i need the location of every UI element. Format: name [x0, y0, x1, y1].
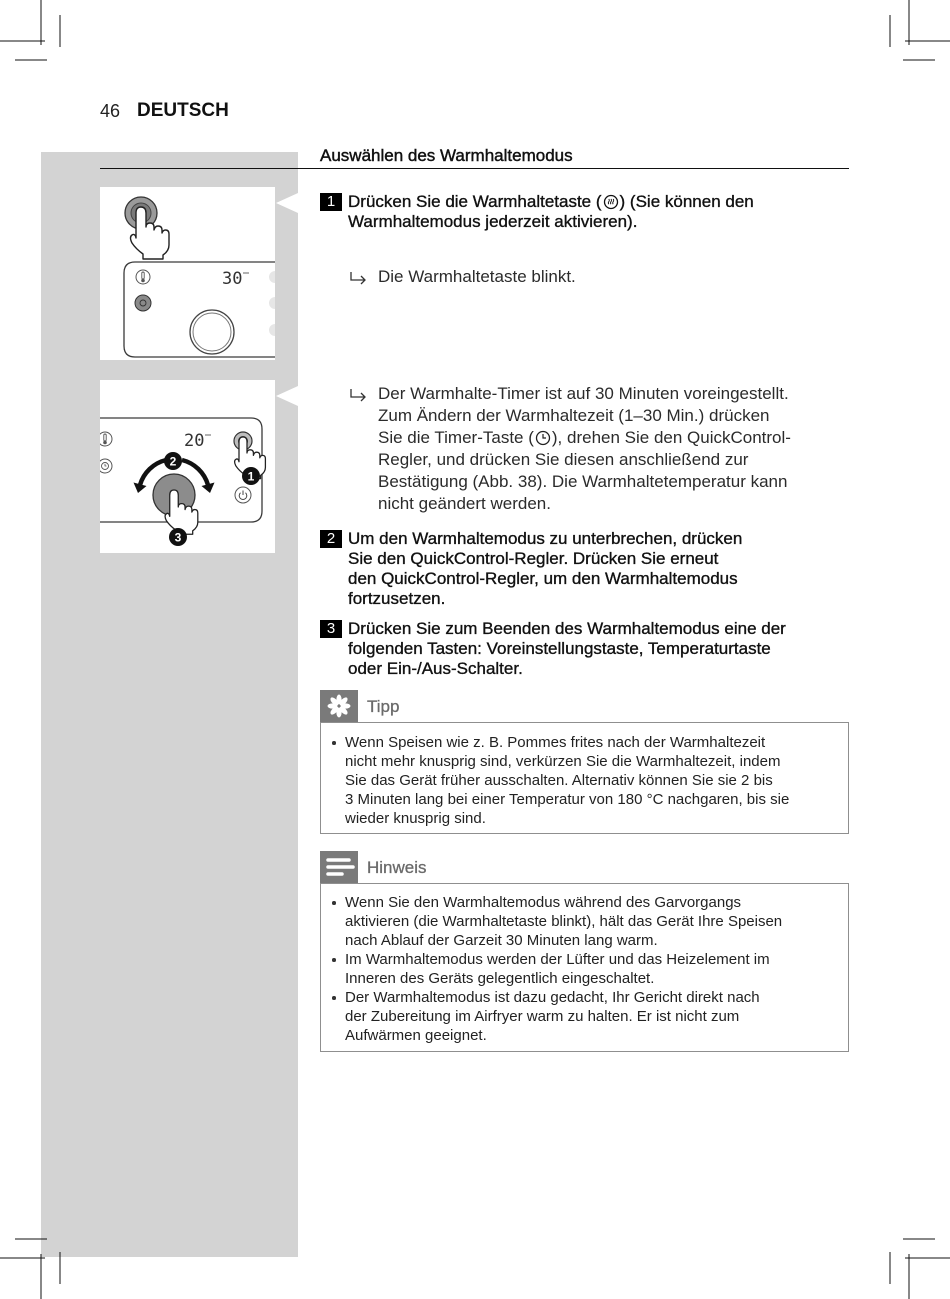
tip-icon [320, 690, 358, 722]
list-item [345, 988, 782, 1045]
note-line: der Zubereitung im Airfryer warm zu halten. Er ist nicht zum [345, 1008, 740, 1025]
step-2-line: Um den Warmhaltemodus zu unterbrechen, drücken [348, 529, 743, 548]
result-2-line-6: nicht geändert werden. [378, 494, 551, 513]
bullet-dot [332, 901, 336, 905]
step-number-1: 1 [320, 193, 342, 211]
timer-icon [535, 430, 551, 446]
result-2-line-5: Bestätigung (Abb. 38). Die Warmhaltetemperatur kann [378, 472, 788, 491]
display-readout: 30 [222, 269, 243, 289]
figure-keep-warm-button [100, 187, 275, 360]
note-icon [320, 851, 358, 883]
note-title: Hinweis [367, 858, 427, 877]
result-arrow-icon [349, 271, 369, 286]
list-item [345, 950, 782, 988]
quickcontrol-dial [190, 310, 234, 354]
step-3-text [348, 619, 786, 679]
display-readout: 20 [184, 431, 205, 451]
figure-keep-warm-timer [100, 380, 275, 553]
result-2-line-3: Sie die Timer-Taste ( ), drehen Sie den QuickControl- [378, 428, 791, 447]
list-item [345, 733, 789, 828]
step-1-result-2 [378, 383, 791, 515]
step-1-line-2: Warmhaltemodus jederzeit aktivieren). [348, 212, 638, 231]
tip-line: Sie das Gerät früher ausschalten. Alternativ können Sie sie 2 bis [345, 772, 773, 789]
result-arrow-icon [349, 388, 369, 403]
tip-title: Tipp [367, 697, 400, 716]
step-2-text [348, 529, 742, 609]
callout-2 [164, 452, 182, 470]
step-1-text [348, 192, 754, 232]
temperature-icon [100, 432, 112, 446]
step-2-line: den QuickControl-Regler, um den Warmhaltemodus [348, 569, 738, 588]
tip-line: nicht mehr knusprig sind, verkürzen Sie die Warmhaltezeit, indem [345, 753, 781, 770]
tip-line: wieder knusprig sind. [345, 810, 486, 827]
callout-1 [242, 467, 260, 485]
note-line: Aufwärmen geeignet. [345, 1027, 487, 1044]
result-2-line-2: Zum Ändern der Warmhaltezeit (1–30 Min.) drücken [378, 406, 770, 425]
callout-2-label: 2 [169, 454, 177, 469]
result-2-line-1: Der Warmhalte-Timer ist auf 30 Minuten voreingestellt. [378, 384, 789, 403]
callout-3-label: 3 [174, 530, 182, 545]
step-number-2: 2 [320, 530, 342, 548]
tip-list [345, 733, 789, 828]
note-line: aktivieren (die Warmhaltetaste blinkt), hält das Gerät Ihre Speisen [345, 913, 783, 930]
step-3-line: folgenden Tasten: Voreinstellungstaste, Temperaturtaste [348, 639, 771, 658]
bullet-dot [332, 996, 336, 1000]
note-line: Wenn Sie den Warmhaltemodus während des Garvorgangs [345, 894, 742, 911]
note-line: nach Ablauf der Garzeit 30 Minuten lang warm. [345, 932, 658, 949]
language-label: DEUTSCH [137, 100, 229, 121]
bullet-dot [332, 741, 336, 745]
tip-line: Wenn Speisen wie z. B. Pommes frites nach der Warmhaltezeit [345, 734, 766, 751]
callout-3 [169, 528, 187, 546]
result-2-line-4: Regler, und drücken Sie diesen anschließend zur [378, 450, 749, 469]
step-3-line: Drücken Sie zum Beenden des Warmhaltemodus eine der [348, 619, 786, 638]
tip-line: 3 Minuten lang bei einer Temperatur von 180 °C nachgaren, bis sie [345, 791, 790, 808]
bullet-dot [332, 958, 336, 962]
temperature-icon [136, 270, 150, 284]
step-2-line: fortzusetzen. [348, 589, 446, 608]
callout-1-label: 1 [247, 469, 255, 484]
note-line: Der Warmhaltemodus ist dazu gedacht, Ihr Gericht direkt nach [345, 989, 760, 1006]
power-button [235, 487, 251, 503]
list-item [345, 893, 782, 950]
heading-rule [100, 168, 849, 169]
step-3-line: oder Ein-/Aus-Schalter. [348, 659, 523, 678]
keep-warm-button-small [135, 295, 151, 311]
note-line: Im Warmhaltemodus werden der Lüfter und das Heizelement im [345, 951, 770, 968]
step-1-line-1: Drücken Sie die Warmhaltetaste ( ) (Sie können den [348, 192, 754, 211]
step-1-result-1: Die Warmhaltetaste blinkt. [378, 267, 576, 286]
step-2-line: Sie den QuickControl-Regler. Drücken Sie erneut [348, 549, 719, 568]
page-number: 46 [100, 101, 121, 121]
keep-warm-icon [603, 194, 619, 210]
note-line: Inneren des Geräts gelegentlich eingeschaltet. [345, 970, 655, 987]
section-title: Auswählen des Warmhaltemodus [320, 146, 573, 165]
timer-icon [100, 459, 112, 473]
step-number-3: 3 [320, 620, 342, 638]
note-list [345, 893, 782, 1045]
